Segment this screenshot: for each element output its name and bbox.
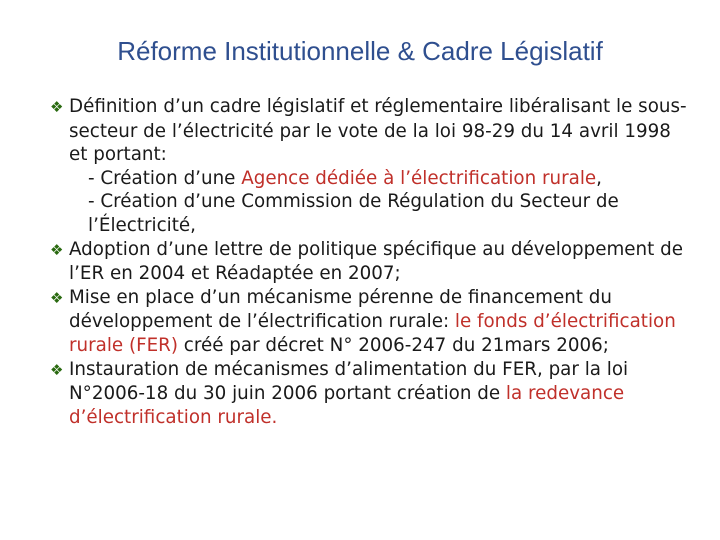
slide-title: Réforme Institutionnelle & Cadre Législatif <box>117 36 603 66</box>
bullet-text: Définition d’un cadre législatif et réglementaire libéralisant le sous-secteur de l’électricité par le vote de la loi 98-29 du 14 avril 1998 et portant: <box>69 96 687 166</box>
diamond-bullet-icon: ❖ <box>50 360 64 379</box>
diamond-bullet-icon: ❖ <box>50 240 64 259</box>
bullet-list <box>50 95 690 429</box>
diamond-bullet-icon: ❖ <box>50 98 64 116</box>
bullet-item-policy-letter <box>50 238 690 286</box>
diamond-bullet-icon: ❖ <box>50 288 64 307</box>
highlight-agency: Agence dédiée à l’électrification rurale <box>241 167 597 189</box>
sub-item-commission: - Création d’une Commission de Régulation du Secteur de l’Électricité, <box>88 191 619 236</box>
highlight-redevance: la redevance d’électrification rurale. <box>69 383 625 428</box>
bullet-item-legal-framework <box>50 95 690 238</box>
highlight-fer: le fonds d’électrification rurale (FER) <box>69 311 676 356</box>
bullet-item-funding-mechanisms: ❖ Instauration de mécanismes d’alimentation du FER, par la loi N°2006-18 du 30 juin 2006 portant création de la redevance d’électrification rurale. <box>50 358 629 428</box>
bullet-item-financing: ❖ Mise en place d’un mécanisme pérenne de financement du développement de l’électrification rurale: le fonds d’électrification rurale (FER) créé par décret N° 2006-247 du 21mars 2006; <box>50 286 676 356</box>
sub-item-agency: - Création d’une Agence dédiée à l’électrification rurale, <box>88 167 602 189</box>
bullet-text: Adoption d’une lettre de politique spécifique au développement de l’ER en 2004 et Réadaptée en 2007; <box>69 238 683 285</box>
